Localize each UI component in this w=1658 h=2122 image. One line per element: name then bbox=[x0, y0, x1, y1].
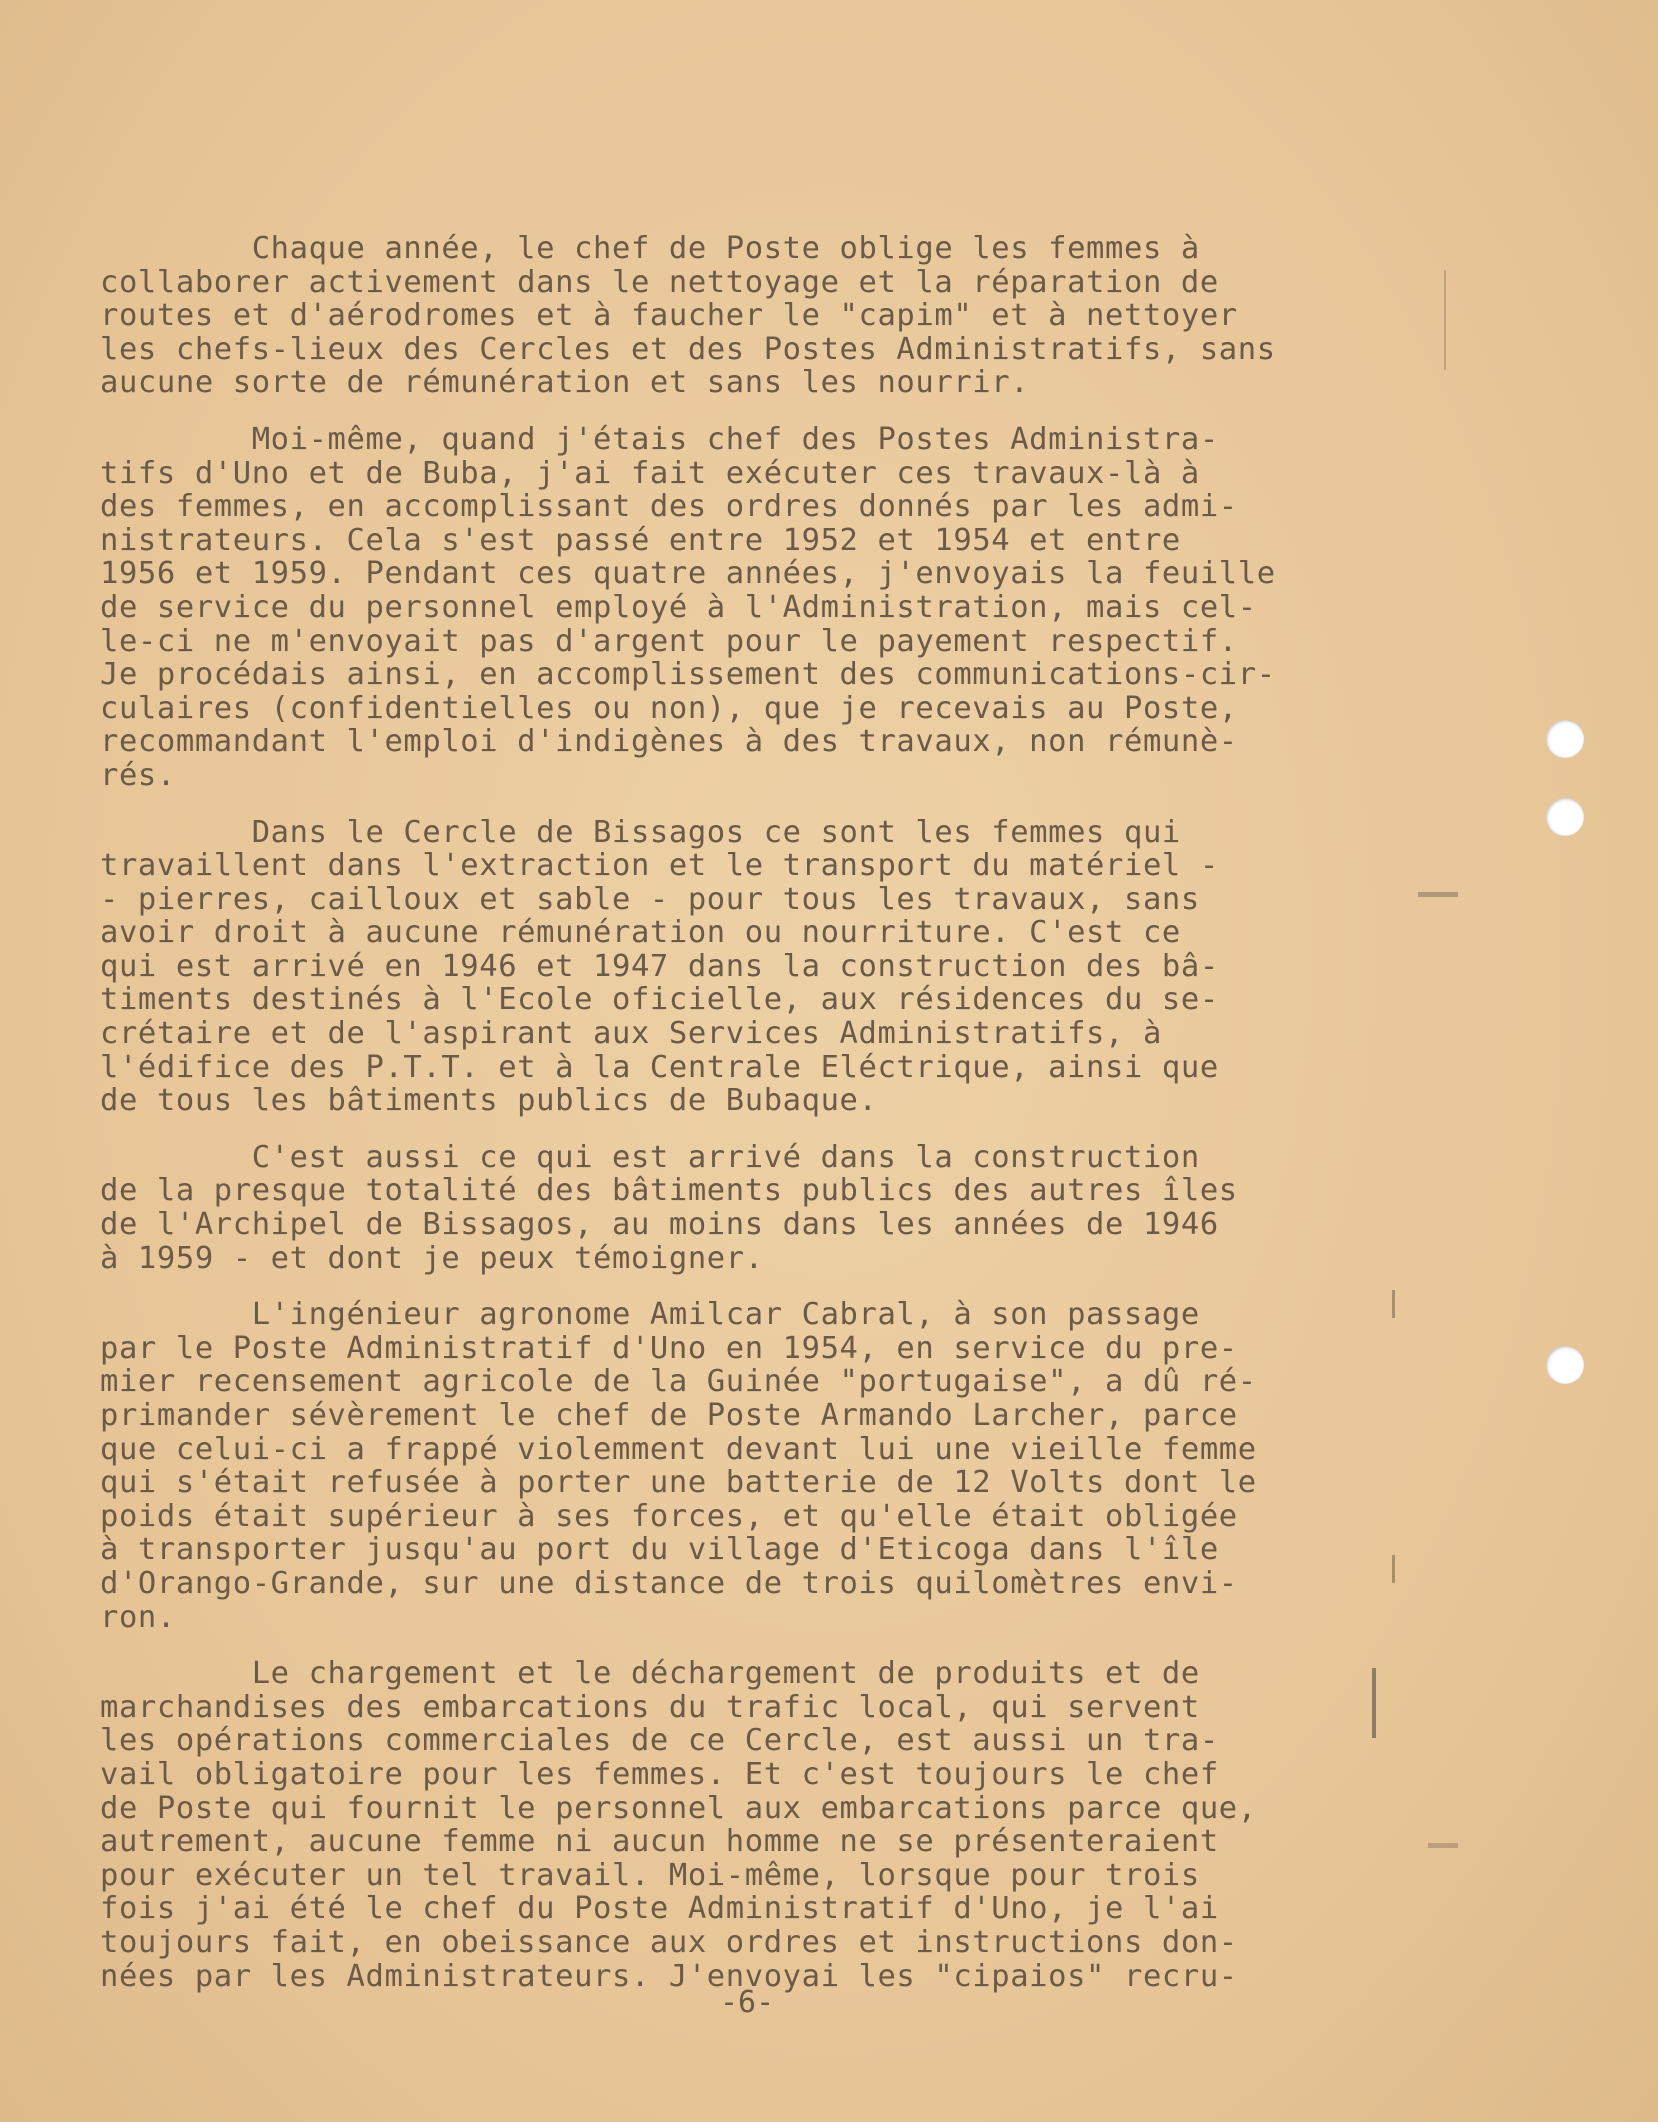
text-line: collaborer activement dans le nettoyage et la réparation de bbox=[100, 264, 1219, 300]
text-line: de service du personnel employé à l'Administration, mais cel- bbox=[100, 589, 1257, 625]
text-line: autrement, aucune femme ni aucun homme ne se présenteraient bbox=[100, 1824, 1219, 1860]
text-line: - pierres, cailloux et sable - pour tous les travaux, sans bbox=[100, 881, 1200, 917]
text-line: aucune sorte de rémunération et sans les nourrir. bbox=[100, 365, 1030, 401]
text-line: Dans le Cercle de Bissagos ce sont les femmes qui bbox=[100, 814, 1181, 850]
text-line: ron. bbox=[100, 1599, 176, 1635]
text-line: de Poste qui fournit le personnel aux embarcations parce que, bbox=[100, 1790, 1257, 1826]
text-line: que celui-ci a frappé violemment devant lui une vieille femme bbox=[100, 1431, 1257, 1467]
text-line: pour exécuter un tel travail. Moi-même, lorsque pour trois bbox=[100, 1857, 1200, 1893]
paragraph bbox=[100, 232, 1390, 400]
margin-mark bbox=[1428, 1843, 1458, 1848]
text-line: timents destinés à l'Ecole oficielle, aux résidences du se- bbox=[100, 982, 1219, 1018]
text-line: poids était supérieur à ses forces, et qu'elle était obligée bbox=[100, 1498, 1238, 1534]
text-line: Je procédais ainsi, en accomplissement des communications-cir- bbox=[100, 657, 1276, 693]
text-line: le-ci ne m'envoyait pas d'argent pour le payement respectif. bbox=[100, 623, 1238, 659]
text-line: Chaque année, le chef de Poste oblige les femmes à bbox=[100, 231, 1200, 266]
text-line: par le Poste Administratif d'Uno en 1954, en service du pre- bbox=[100, 1330, 1238, 1366]
text-line: tifs d'Uno et de Buba, j'ai fait exécuter ces travaux-là à bbox=[100, 455, 1200, 491]
text-line: qui est arrivé en 1946 et 1947 dans la construction des bâ- bbox=[100, 948, 1219, 984]
punch-hole bbox=[1546, 1346, 1584, 1384]
text-line: les opérations commerciales de ce Cercle, est aussi un tra- bbox=[100, 1723, 1219, 1759]
text-line: des femmes, en accomplissant des ordres donnés par les admi- bbox=[100, 489, 1238, 525]
punch-hole bbox=[1546, 720, 1584, 758]
text-line: marchandises des embarcations du trafic local, qui servent bbox=[100, 1689, 1200, 1725]
margin-mark bbox=[1392, 1555, 1395, 1583]
text-line: de l'Archipel de Bissagos, au moins dans les années de 1946 bbox=[100, 1207, 1219, 1243]
text-line: travaillent dans l'extraction et le transport du matériel - bbox=[100, 848, 1219, 884]
text-line: 1956 et 1959. Pendant ces quatre années, j'envoyais la feuille bbox=[100, 556, 1276, 592]
paragraph bbox=[100, 1657, 1390, 1993]
text-line: d'Orango-Grande, sur une distance de trois quilomètres envi- bbox=[100, 1565, 1238, 1601]
paragraph bbox=[100, 423, 1390, 793]
text-line: nées par les Administrateurs. J'envoyai les "cipaios" recru- bbox=[100, 1958, 1238, 1994]
text-line: de la presque totalité des bâtiments publics des autres îles bbox=[100, 1173, 1238, 1209]
typewritten-text bbox=[100, 232, 1390, 1993]
text-line: toujours fait, en obeissance aux ordres et instructions don- bbox=[100, 1924, 1238, 1960]
text-line: crétaire et de l'aspirant aux Services Administratifs, à bbox=[100, 1016, 1162, 1052]
text-line: C'est aussi ce qui est arrivé dans la construction bbox=[100, 1139, 1200, 1175]
text-line: de tous les bâtiments publics de Bubaque. bbox=[100, 1083, 878, 1119]
margin-mark bbox=[1418, 892, 1458, 897]
paragraph bbox=[100, 816, 1390, 1118]
text-line: culaires (confidentielles ou non), que je recevais au Poste, bbox=[100, 690, 1238, 726]
text-line: primander sévèrement le chef de Poste Armando Larcher, parce bbox=[100, 1398, 1238, 1433]
text-line: L'ingénieur agronome Amilcar Cabral, à son passage bbox=[100, 1297, 1200, 1333]
text-line: fois j'ai été le chef du Poste Administratif d'Uno, je l'ai bbox=[100, 1891, 1219, 1927]
text-line: les chefs-lieux des Cercles et des Postes Administratifs, sans bbox=[100, 331, 1276, 367]
punch-hole bbox=[1546, 798, 1584, 836]
text-line: rés. bbox=[100, 757, 176, 793]
text-line: à transporter jusqu'au port du village d'Eticoga dans l'île bbox=[100, 1532, 1219, 1568]
text-line: routes et d'aérodromes et à faucher le "capim" et à nettoyer bbox=[100, 298, 1238, 334]
text-line: qui s'était refusée à porter une batterie de 12 Volts dont le bbox=[100, 1465, 1257, 1501]
text-line: mier recensement agricole de la Guinée "portugaise", a dû ré- bbox=[100, 1364, 1257, 1400]
text-line: l'édifice des P.T.T. et à la Centrale Eléctrique, ainsi que bbox=[100, 1049, 1219, 1085]
text-line: avoir droit à aucune rémunération ou nourriture. C'est ce bbox=[100, 915, 1181, 951]
text-line: nistrateurs. Cela s'est passé entre 1952 et 1954 et entre bbox=[100, 522, 1181, 558]
margin-mark bbox=[1444, 270, 1446, 370]
text-line: recommandant l'emploi d'indigènes à des travaux, non rémunè- bbox=[100, 724, 1238, 760]
text-line: Moi-même, quand j'étais chef des Postes Administra- bbox=[100, 421, 1219, 457]
text-line: Le chargement et le déchargement de produits et de bbox=[100, 1656, 1200, 1692]
text-line: vail obligatoire pour les femmes. Et c'est toujours le chef bbox=[100, 1756, 1219, 1792]
margin-mark bbox=[1372, 1668, 1376, 1738]
paragraph bbox=[100, 1298, 1390, 1634]
page-number: -6- bbox=[720, 1985, 775, 2020]
paragraph bbox=[100, 1141, 1390, 1275]
margin-mark bbox=[1392, 1290, 1395, 1318]
text-line: à 1959 - et dont je peux témoigner. bbox=[100, 1240, 764, 1276]
